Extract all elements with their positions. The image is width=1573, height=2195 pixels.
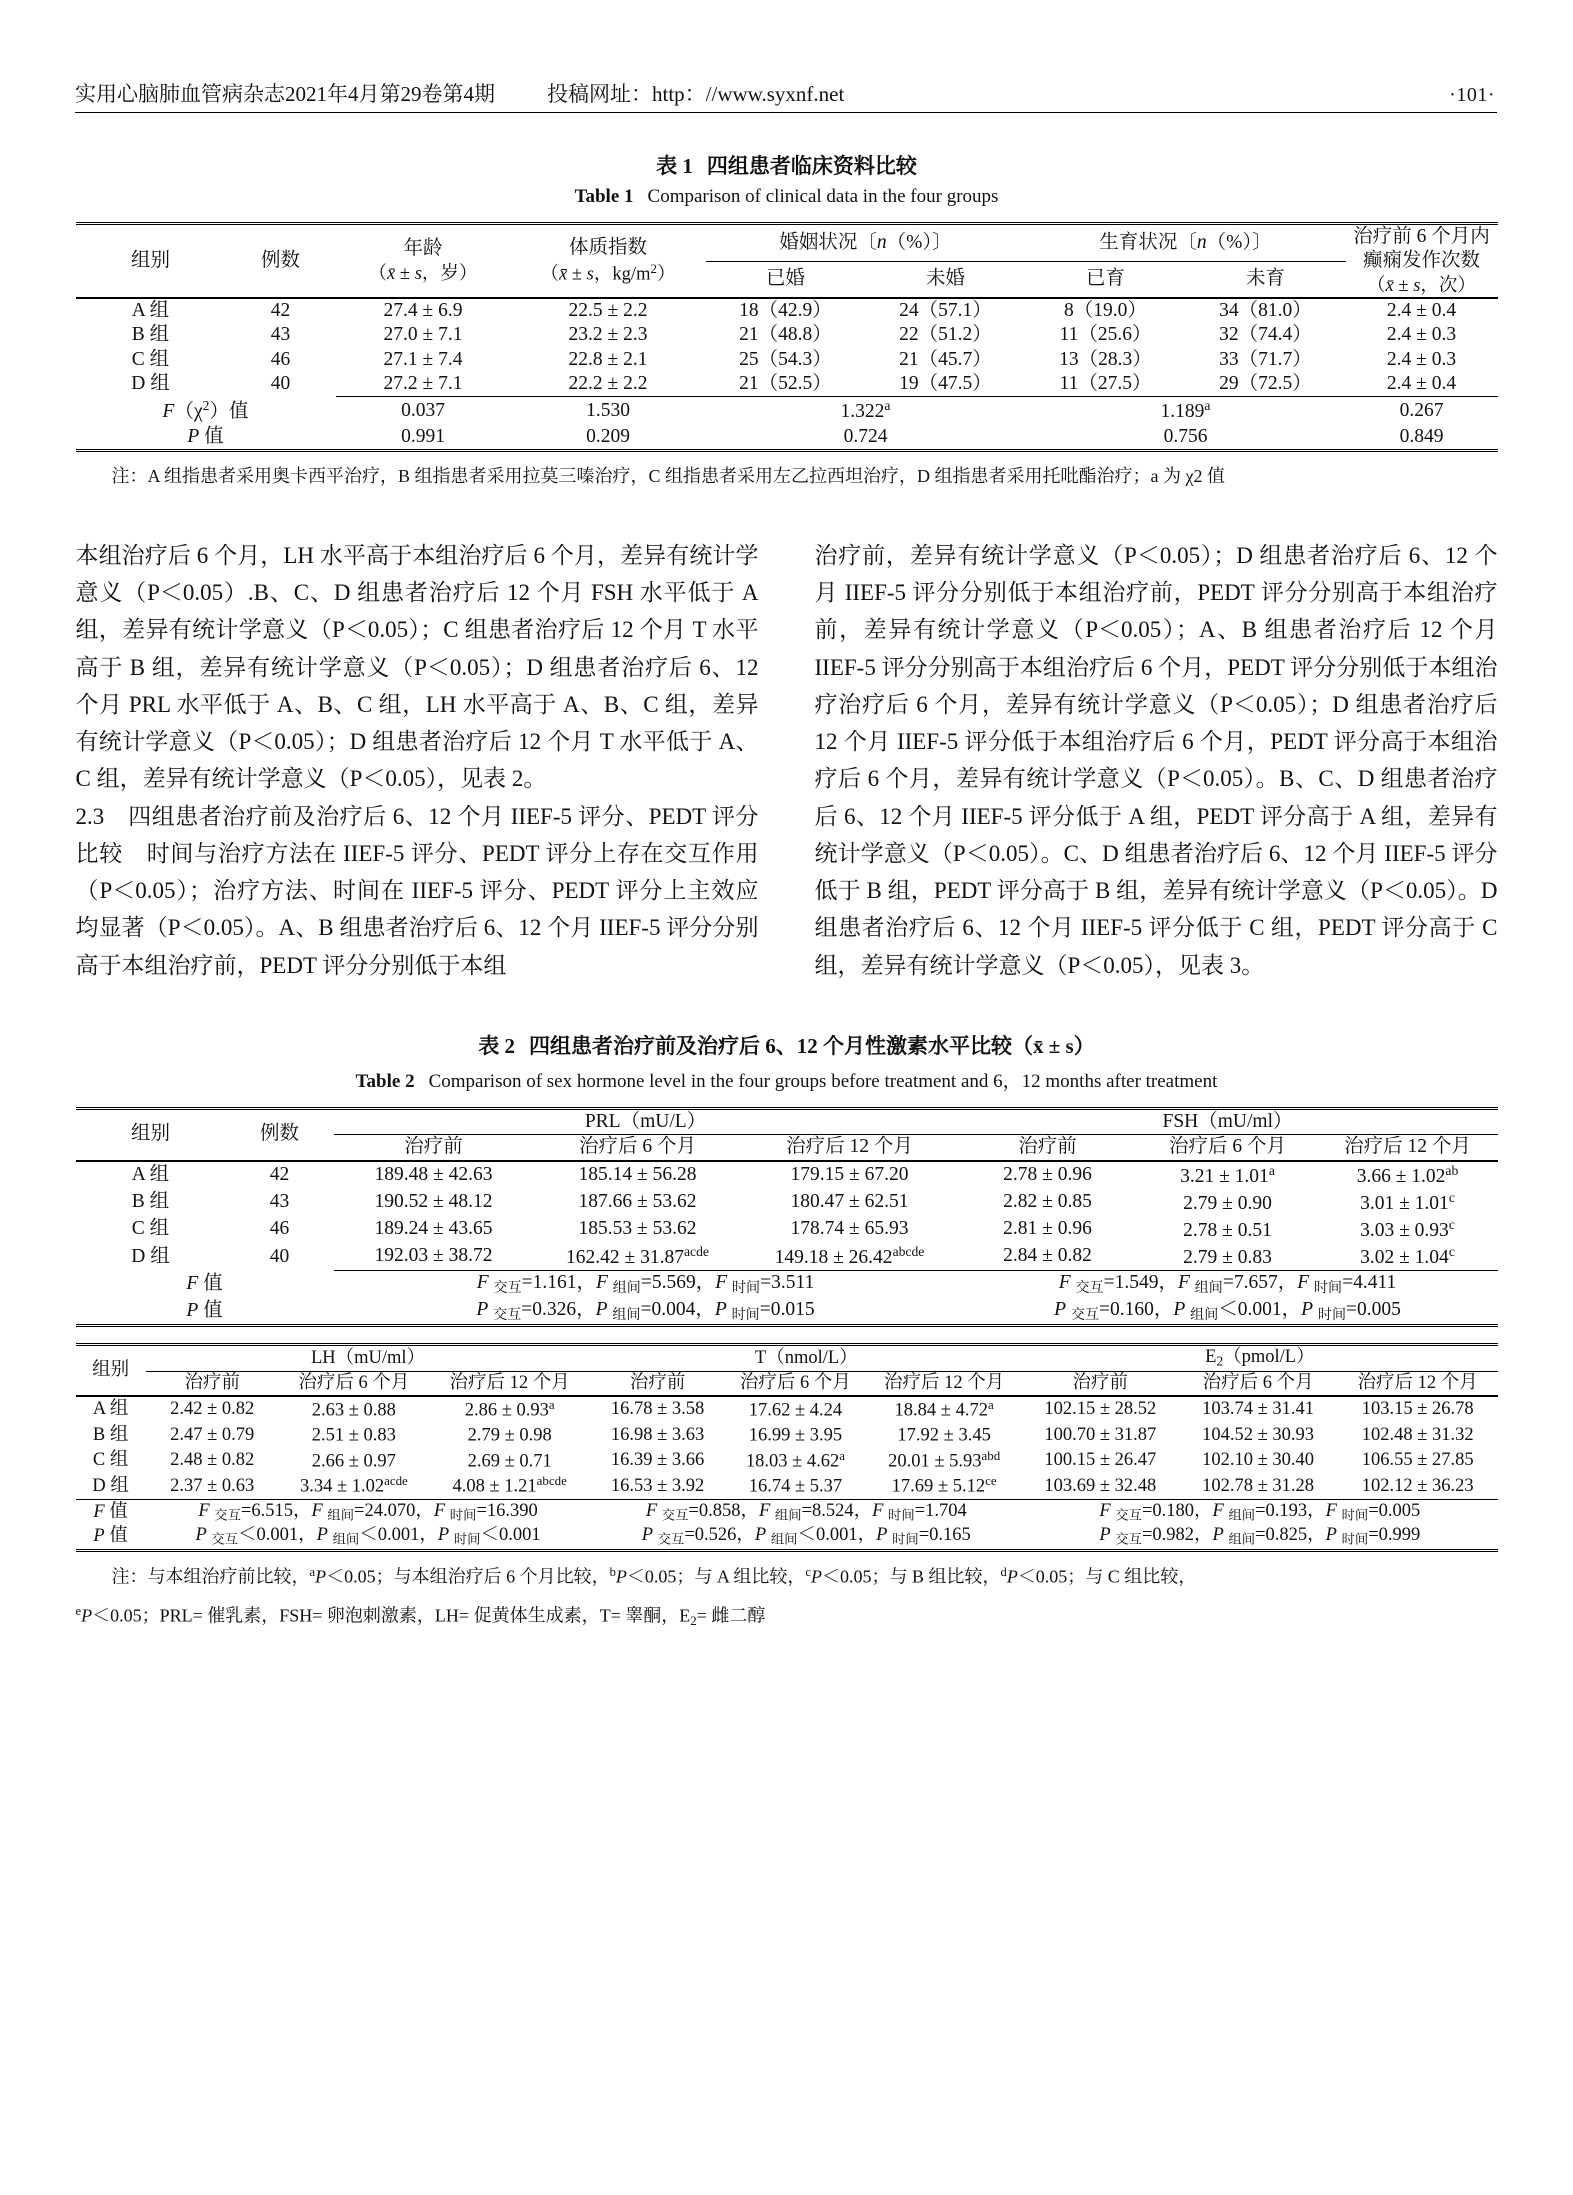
table2-upper-f-fsh: F $_{交互}$=1.549，F $_{组间}$=7.657，F $_{时间}$=4.411 <box>958 1271 1498 1298</box>
table1-th-group: 组别 <box>130 249 170 271</box>
value: 2.79 ± 0.98 <box>467 1425 552 1446</box>
table2-lower-f-label: F 值 <box>76 1500 146 1525</box>
table1-th-seizures-unit: （x̄ ± s，次） <box>1367 274 1476 296</box>
table2-lower <box>76 1343 1498 1552</box>
table2-cell-lh-6m <box>279 1448 429 1474</box>
body-column-left <box>76 537 759 984</box>
table2-cell-lh-12m <box>429 1448 590 1474</box>
table2-th-fsh: FSH（mU/ml） <box>958 1108 1498 1134</box>
table1-cell-bmi: 22.2 ± 2.2 <box>568 373 648 395</box>
table2-cell-prl-pre: 189.48 ± 42.63 <box>374 1163 493 1185</box>
table1-cell-nochild: 34（81.0） <box>1219 299 1312 321</box>
table1-f-bmi: 1.530 <box>511 397 706 425</box>
table1-th-unmarried: 未婚 <box>925 268 965 290</box>
table2-cell-fsh-12m <box>1318 1243 1498 1271</box>
table2-th-lh-pre: 治疗前 <box>184 1372 240 1393</box>
submission-label: 投稿网址： <box>547 82 652 106</box>
table2-lower-th-group: 组别 <box>92 1359 130 1380</box>
table2-title-en: Comparison of sex hormone level in the four groups before treatment and 6，12 months after treatment <box>428 1070 1218 1092</box>
table2-th-n: 例数 <box>259 1123 299 1145</box>
table1-th-married: 已婚 <box>765 268 805 290</box>
table2-cell-n: 42 <box>269 1163 290 1185</box>
value: 3.02 ± 1.04 <box>1360 1246 1449 1268</box>
table2-cell-lh-12m <box>429 1422 590 1448</box>
table1-cell-n: 40 <box>270 373 291 395</box>
table2-th-e2: $E_2(pmol/L)$ <box>1022 1345 1497 1371</box>
table2-cell-e2-pre: 103.69 ± 32.48 <box>1044 1475 1157 1496</box>
table1-label-cn: 表 1 <box>656 154 693 178</box>
table1-p-marriage: 0.724 <box>843 425 888 447</box>
table1-cell-group: D 组 <box>131 373 170 395</box>
table2-caption-en <box>0 1066 1573 1093</box>
table2-th-e2-6m: 治疗后 6 个月 <box>1202 1372 1314 1393</box>
body-column-right <box>815 537 1498 984</box>
table-row <box>76 1161 1498 1189</box>
table2-cell-prl-12m <box>742 1243 958 1271</box>
value: 2.66 ± 0.97 <box>311 1451 396 1472</box>
table1-cell-age: 27.4 ± 6.9 <box>383 299 463 321</box>
table1-p-bmi: 0.209 <box>586 425 630 447</box>
table2-th-t-12m: 治疗后 12 个月 <box>884 1372 1005 1393</box>
table1-cell-nochild: 32（74.4） <box>1219 324 1312 346</box>
table-row <box>76 1216 1498 1243</box>
table2-cell-lh-pre: 2.48 ± 0.82 <box>170 1450 255 1471</box>
superscript: a <box>548 1396 555 1412</box>
superscript: a <box>839 1447 846 1463</box>
table2-lower-header-row-1 <box>76 1345 1498 1371</box>
value: 2.69 ± 0.71 <box>467 1451 552 1472</box>
table2-lower-f-e2: F $_{交互}$=0.180，F $_{组间}$=0.193，F $_{时间}$=0.005 <box>1022 1500 1497 1525</box>
superscript: acde <box>384 1473 408 1489</box>
table2-cell-e2-6m: 104.52 ± 30.93 <box>1202 1424 1315 1445</box>
table2-cell-prl-6m: 185.53 ± 53.62 <box>578 1218 697 1240</box>
value: 18.03 ± 4.62 <box>745 1451 840 1472</box>
table1-cell-married: 21（52.5） <box>739 373 832 395</box>
value: 2.79 ± 0.83 <box>1183 1246 1272 1268</box>
table1-cell-unmarried: 22（51.2） <box>899 324 992 346</box>
table2-cell-group: D 组 <box>92 1475 129 1496</box>
table1-cell-n: 43 <box>270 324 291 346</box>
table2-caption <box>0 1030 1573 1093</box>
value: 149.18 ± 26.42 <box>774 1246 893 1268</box>
value: 18.84 ± 4.72 <box>894 1400 988 1421</box>
table1-cell-group: B 组 <box>131 324 170 346</box>
table2-cell-fsh-6m <box>1138 1189 1318 1216</box>
table1-th-bmi-name: 体质指数 <box>568 237 647 259</box>
table1-caption-en <box>0 186 1573 208</box>
superscript: abcde <box>892 1244 925 1260</box>
table1-note: 注：A 组指患者采用奥卡西平治疗，B 组指患者采用拉莫三嗪治疗，C 组指患者采用左乙拉西坦治疗，D 组指患者采用托吡酯治疗；a 为 χ2 值 <box>111 465 1225 486</box>
table2-th-lh: LH（mU/ml） <box>146 1345 591 1371</box>
table1-th-seizures-l1: 治疗前 6 个月内 <box>1353 226 1490 247</box>
table1 <box>76 222 1498 452</box>
table2-label-en: Table 2 <box>355 1070 415 1092</box>
table2-cell-lh-pre: 2.37 ± 0.63 <box>170 1475 255 1496</box>
table2-lower-f-lh: F $_{交互}$=6.515，F $_{组间}$=24.070，F $_{时间}$=16.390 <box>146 1500 591 1525</box>
table2-cell-prl-6m <box>534 1243 742 1271</box>
table2-cell-t-12m <box>866 1448 1022 1474</box>
table2-th-e2-pre: 治疗前 <box>1072 1372 1129 1393</box>
table1-f-fertility-val: 1.189 <box>1160 401 1205 423</box>
table2-cell-fsh-6m <box>1138 1243 1318 1271</box>
table2-cell-fsh-12m <box>1318 1189 1498 1216</box>
table2-cell-t-6m <box>725 1448 866 1474</box>
table1-label-en: Table 1 <box>574 186 634 207</box>
table2-cell-e2-12m: 102.48 ± 31.32 <box>1361 1424 1474 1445</box>
table1-p-label: P 值 <box>187 425 224 447</box>
table2-cell-n: 43 <box>269 1191 290 1213</box>
superscript: c <box>1448 1216 1455 1232</box>
table2-cell-t-12m <box>866 1473 1022 1499</box>
table2-cell-t-6m <box>725 1473 866 1499</box>
table2-upper-f-label: F 值 <box>186 1273 223 1295</box>
table-row <box>76 323 1498 347</box>
value: 3.03 ± 0.93 <box>1360 1219 1449 1241</box>
table2-th-prl-12m: 治疗后 12 个月 <box>786 1136 913 1158</box>
table1-cell-bmi: 22.8 ± 2.1 <box>568 348 648 370</box>
table1-th-seizures <box>1346 224 1498 298</box>
table2-lower-f-row <box>76 1500 1498 1525</box>
table1-cell-n: 46 <box>270 348 291 370</box>
table2-cell-e2-6m: 102.78 ± 31.28 <box>1202 1475 1315 1496</box>
table2-cell-group: B 组 <box>131 1191 170 1213</box>
table1-p-fertility: 0.756 <box>1163 425 1208 447</box>
table2-upper-p-row <box>76 1298 1498 1326</box>
table1-f-row <box>76 397 1498 425</box>
table2-th-e2-12m: 治疗后 12 个月 <box>1357 1372 1478 1393</box>
table1-cell-age: 27.2 ± 7.1 <box>383 373 463 395</box>
table2-th-t-pre: 治疗前 <box>629 1372 686 1393</box>
table2-cell-e2-pre: 100.70 ± 31.87 <box>1044 1424 1157 1445</box>
table-row <box>76 1189 1498 1216</box>
table1-cell-nochild: 33（71.7） <box>1219 348 1312 370</box>
table-row <box>76 1396 1498 1423</box>
table2-cell-fsh-pre: 2.82 ± 0.85 <box>1003 1191 1092 1213</box>
value: 4.08 ± 1.21 <box>452 1476 537 1497</box>
superscript: abd <box>981 1447 1001 1463</box>
table1-th-marriage: 婚姻状况〔n（%）〕 <box>706 224 1026 262</box>
body-text <box>76 537 1498 984</box>
table1-title-en: Comparison of clinical data in the four groups <box>647 186 999 207</box>
table1-f-fertility-sup: a <box>1204 398 1211 414</box>
table2-cell-t-6m <box>725 1396 866 1423</box>
table1-cell-married: 25（54.3） <box>739 348 832 370</box>
table2-cell-t-12m <box>866 1422 1022 1448</box>
journal-citation: 实用心脑肺血管病杂志2021年4月第29卷第4期 <box>75 82 495 106</box>
table1-cell-nochild: 29（72.5） <box>1219 373 1312 395</box>
table2-cell-fsh-pre: 2.84 ± 0.82 <box>1003 1245 1092 1267</box>
value: 3.34 ± 1.02 <box>299 1476 385 1497</box>
table2-upper-f-row <box>76 1271 1498 1298</box>
value: 2.51 ± 0.83 <box>311 1425 396 1446</box>
table2-cell-t-pre: 16.53 ± 3.92 <box>610 1475 705 1496</box>
table2-th-t-6m: 治疗后 6 个月 <box>739 1372 851 1393</box>
table1-cell-unmarried: 19（47.5） <box>899 373 992 395</box>
table2-cell-n: 40 <box>269 1245 290 1267</box>
table2-cell-fsh-pre: 2.78 ± 0.96 <box>1003 1163 1092 1185</box>
table2-cell-lh-6m <box>279 1473 429 1499</box>
value: 17.69 ± 5.12 <box>891 1476 986 1497</box>
table1-f-fertility <box>1026 397 1346 425</box>
table1-caption <box>0 150 1573 208</box>
value: 2.86 ± 0.93 <box>464 1400 549 1421</box>
table2-lower-f-t: F $_{交互}$=0.858，F $_{组间}$=8.524，F $_{时间}$=1.704 <box>590 1500 1022 1525</box>
table2-caption-cn <box>0 1030 1573 1060</box>
table1-cell-haschild: 13（28.3） <box>1059 348 1152 370</box>
table2-cell-group: A 组 <box>92 1398 129 1419</box>
table2-lower-p-lh: P $_{交互}$＜0.001，P $_{组间}$＜0.001，P $_{时间}$＜0.001 <box>195 1525 541 1548</box>
header-rule <box>75 112 1497 113</box>
table1-cell-age: 27.1 ± 7.4 <box>383 348 463 370</box>
table2-cell-group: C 组 <box>92 1450 129 1471</box>
table1-th-nochild: 未育 <box>1245 268 1285 290</box>
table1-th-age <box>336 224 511 298</box>
table2-upper-p-label: P 值 <box>186 1299 223 1321</box>
table1-th-bmi-unit: （x̄ ± s，$kg/m^2$） <box>540 260 676 285</box>
table2-th-lh-12m: 治疗后 12 个月 <box>449 1372 570 1393</box>
table-row <box>76 1243 1498 1271</box>
table2-cell-e2-6m: 102.10 ± 30.40 <box>1202 1450 1315 1471</box>
table1-p-seizures: 0.849 <box>1399 425 1444 447</box>
table2-cell-group: B 组 <box>92 1424 129 1445</box>
table2-cell-prl-pre: 190.52 ± 48.12 <box>374 1191 493 1213</box>
table2-cell-t-6m <box>725 1422 866 1448</box>
table2-cell-t-pre: 16.78 ± 3.58 <box>610 1398 705 1419</box>
table2-cell-t-pre: 16.39 ± 3.66 <box>610 1450 705 1471</box>
table2-cell-e2-12m: 103.15 ± 26.78 <box>1361 1398 1474 1419</box>
superscript: abcde <box>536 1473 567 1489</box>
page-number: ·101· <box>1449 84 1495 107</box>
table1-f-marriage-sup: a <box>884 398 891 414</box>
table1-th-seizures-l2: 癫痫发作次数 <box>1362 250 1480 272</box>
paragraph: 2.3 四组患者治疗前及治疗后 6、12 个月 IIEF-5 评分、PEDT 评分比较 时间与治疗方法在 IIEF-5 评分、PEDT 评分上存在交互作用（P＜0.05）；治疗方法、时间在 IIEF-5 评分、PEDT 评分上主效应均显著（P＜0.05）。A、B 组患者治疗后 6、12 个月 IIEF-5 评分分别高于本组治疗前，PEDT 评分分别低于本组 <box>75 803 759 978</box>
table1-cell-seizures: 2.4 ± 0.4 <box>1386 373 1457 395</box>
table1-title-cn: 四组患者临床资料比较 <box>706 154 917 178</box>
running-head <box>75 82 1495 107</box>
table2-th-fsh-pre: 治疗前 <box>1018 1136 1077 1158</box>
table2-cell-prl-6m: 185.14 ± 56.28 <box>578 1163 697 1185</box>
table2-cell-e2-6m: 103.74 ± 31.41 <box>1202 1398 1315 1419</box>
table2-label-cn: 表 2 <box>478 1033 516 1058</box>
value: 2.79 ± 0.90 <box>1183 1192 1272 1214</box>
table2-cell-e2-12m: 102.12 ± 36.23 <box>1361 1475 1474 1496</box>
table2-th-fsh-12m: 治疗后 12 个月 <box>1344 1136 1471 1158</box>
submission-url: http：//www.syxnf.net <box>652 82 845 106</box>
paragraph: 本组治疗后 6 个月，LH 水平高于本组治疗后 6 个月，差异有统计学意义（P＜0.05）.B、C、D 组患者治疗后 12 个月 FSH 水平低于 A 组，差异有统计学意义（P＜0.05）；C 组患者治疗后 12 个月 T 水平高于 B 组，差异有统计学意义（P＜0.05）；D 组患者治疗后 6、12 个月 PRL 水平低于 A、B、C 组，LH 水平高于 A、B、C 组，差异有统计学意义（P＜0.05）；D 组患者治疗后 12 个月 T 水平低于 A、C 组，差异有统计学意义（P＜0.05），见表 2。 <box>75 542 759 792</box>
value: 17.92 ± 3.45 <box>897 1425 991 1446</box>
value: 3.21 ± 1.01 <box>1180 1165 1269 1187</box>
table2-th-prl: PRL（mU/L） <box>334 1108 958 1134</box>
value: 17.62 ± 4.24 <box>748 1400 843 1421</box>
table2-cell-group: A 组 <box>131 1163 170 1185</box>
value: 3.66 ± 1.02 <box>1356 1165 1446 1187</box>
table1-cell-group: A 组 <box>131 299 170 321</box>
table2-cell-fsh-12m <box>1318 1216 1498 1243</box>
table2-upper-p-fsh: P $_{交互}$=0.160，P $_{组间}$＜0.001，P $_{时间}$=0.005 <box>1054 1298 1401 1323</box>
table2-lower-p-row <box>76 1524 1498 1550</box>
table1-cell-unmarried: 21（45.7） <box>899 348 992 370</box>
table2-cell-prl-6m: 187.66 ± 53.62 <box>578 1191 697 1213</box>
table1-cell-haschild: 8（19.0） <box>1064 299 1147 321</box>
table2-lower-p-label: P 值 <box>93 1526 128 1547</box>
table2-cell-t-12m <box>866 1396 1022 1423</box>
table2-cell-fsh-12m <box>1318 1161 1498 1189</box>
table-row <box>76 298 1498 323</box>
table2-cell-lh-12m <box>429 1473 590 1499</box>
table2-cell-group: C 组 <box>131 1218 170 1240</box>
table1-th-haschild: 已育 <box>1085 268 1125 290</box>
paragraph: 治疗前，差异有统计学意义（P＜0.05）；D 组患者治疗后 6、12 个月 IIEF-5 评分分别低于本组治疗前，PEDT 评分分别高于本组治疗前，差异有统计学意义（P＜0.05）；A、B 组患者治疗后 12 个月 IIEF-5 评分分别高于本组治疗后 6 个月，PEDT 评分分别低于本组治疗治疗后 6 个月，差异有统计学意义（P＜0.05）；D 组患者治疗后 12 个月 IIEF-5 评分低于本组治疗后 6 个月，PEDT 评分高于本组治疗后 6 个月，差异有统计学意义（P＜0.05）。B、C、D 组患者治疗后 6、12 个月 IIEF-5 评分低于 A 组，PEDT 评分高于 A 组，差异有统计学意义（P＜0.05）。C、D 组患者治疗后 6、12 个月 IIEF-5 评分低于 B 组，PEDT 评分高于 B 组，差异有统计学意义（P＜0.05）。D 组患者治疗后 6、12 个月 IIEF-5 评分低于 C 组，PEDT 评分高于 C 组，差异有统计学意义（P＜0.05），见表 3。 <box>814 542 1498 978</box>
value: 162.42 ± 31.87 <box>566 1246 684 1268</box>
table2-lower-header-row-2 <box>76 1371 1498 1396</box>
superscript: acde <box>683 1244 709 1260</box>
table1-cell-haschild: 11（27.5） <box>1059 373 1152 395</box>
table1-cell-haschild: 11（25.6） <box>1059 324 1152 346</box>
table2-note-line2: $^e$P＜0.05；PRL= 催乳素，FSH= 卵泡刺激素，LH= 促黄体生成素，T= 睾酮，$E_2=$ 雌二醇 <box>75 1603 766 1628</box>
table-row <box>76 348 1498 372</box>
table2-cell-fsh-6m <box>1138 1161 1318 1189</box>
table2-cell-prl-12m: 178.74 ± 65.93 <box>790 1218 909 1240</box>
table2-cell-e2-pre: 100.15 ± 26.47 <box>1044 1450 1157 1471</box>
table1-cell-seizures: 2.4 ± 0.3 <box>1386 324 1457 346</box>
table2-cell-e2-pre: 102.15 ± 28.52 <box>1044 1398 1157 1419</box>
table1-p-row <box>76 425 1498 451</box>
table2-cell-fsh-6m <box>1138 1216 1318 1243</box>
superscript: ce <box>985 1473 997 1489</box>
table-row <box>76 1422 1498 1448</box>
table1-cell-married: 18（42.9） <box>739 299 832 321</box>
table2-cell-prl-12m: 180.47 ± 62.51 <box>790 1191 909 1213</box>
table2-th-lh-6m: 治疗后 6 个月 <box>298 1372 410 1393</box>
table2-th-prl-6m: 治疗后 6 个月 <box>578 1136 696 1158</box>
table2-cell-lh-12m <box>429 1396 590 1423</box>
value: 2.78 ± 0.51 <box>1183 1219 1272 1241</box>
table1-header-row-1 <box>76 224 1498 262</box>
superscript: ab <box>1445 1162 1459 1178</box>
table2-th-group: 组别 <box>130 1123 170 1145</box>
table2-cell-prl-pre: 189.24 ± 43.65 <box>374 1218 493 1240</box>
value: 16.74 ± 5.37 <box>748 1476 843 1497</box>
table1-f-age: 0.037 <box>336 397 511 425</box>
table2-cell-fsh-pre: 2.81 ± 0.96 <box>1003 1218 1092 1240</box>
table1-th-age-unit: （x̄ ± s，岁） <box>368 262 478 284</box>
superscript: c <box>1448 1244 1455 1260</box>
table2-upper-f-prl: F $_{交互}$=1.161，F $_{组间}$=5.569，F $_{时间}$=3.511 <box>334 1271 958 1298</box>
table1-cell-age: 27.0 ± 7.1 <box>383 324 463 346</box>
superscript: a <box>987 1396 994 1412</box>
table2-th-prl-pre: 治疗前 <box>404 1136 463 1158</box>
table2-upper-p-prl: P $_{交互}$=0.326，P $_{组间}$=0.004，P $_{时间}$=0.015 <box>476 1298 815 1323</box>
superscript: c <box>1448 1189 1455 1205</box>
table2-th-fsh-6m: 治疗后 6 个月 <box>1168 1136 1286 1158</box>
table2-cell-lh-pre: 2.42 ± 0.82 <box>170 1398 255 1419</box>
table2-upper <box>76 1107 1498 1327</box>
table1-p-age: 0.991 <box>401 425 445 447</box>
table1-f-label: $F(\chi^2)$值 <box>162 398 249 422</box>
superscript: a <box>1268 1162 1275 1178</box>
table1-cell-group: C 组 <box>131 348 170 370</box>
table1-th-n: 例数 <box>260 249 300 271</box>
table2-lower-p-e2: P $_{交互}$=0.982，P $_{组间}$=0.825，P $_{时间}$=0.999 <box>1099 1525 1421 1548</box>
table1-cell-n: 42 <box>270 299 291 321</box>
table2-cell-lh-pre: 2.47 ± 0.79 <box>170 1424 255 1445</box>
submission-site <box>547 82 844 107</box>
table-row <box>76 1448 1498 1474</box>
table2-cell-e2-12m: 106.55 ± 27.85 <box>1361 1450 1474 1471</box>
table1-th-bmi <box>511 224 706 298</box>
table1-caption-cn <box>0 150 1573 180</box>
table2-cell-n: 46 <box>269 1218 290 1240</box>
table2-th-t: T（nmol/L） <box>590 1345 1022 1371</box>
table1-cell-seizures: 2.4 ± 0.4 <box>1386 299 1457 321</box>
table1-cell-bmi: 22.5 ± 2.2 <box>568 299 648 321</box>
table1-cell-seizures: 2.4 ± 0.3 <box>1386 348 1457 370</box>
table2-note-line1: 注：与本组治疗前比较，$^a$P＜0.05；与本组治疗后 6 个月比较，$^b$P＜0.05；与 A 组比较，$^c$P＜0.05；与 B 组比较，$^d$P＜0.05；与 C 组比较， <box>111 1564 1197 1587</box>
table2-cell-group: D 组 <box>131 1245 170 1267</box>
table2-title-cn: 四组患者治疗前及治疗后 6、12 个月性激素水平比较（x̄ ± s） <box>529 1033 1095 1058</box>
table1-cell-unmarried: 24（57.1） <box>899 299 992 321</box>
table2-cell-lh-6m <box>279 1396 429 1423</box>
table2-cell-lh-6m <box>279 1422 429 1448</box>
value: 20.01 ± 5.93 <box>888 1451 982 1472</box>
table2-lower-p-t: P $_{交互}$=0.526，P $_{组间}$＜0.001，P $_{时间}$=0.165 <box>641 1525 971 1548</box>
table1-th-fertility: 生育状况〔n（%）〕 <box>1026 224 1346 262</box>
table1-cell-married: 21（48.8） <box>739 324 832 346</box>
table-row <box>76 372 1498 397</box>
value: 3.01 ± 1.01 <box>1360 1192 1449 1214</box>
table1-cell-bmi: 23.2 ± 2.3 <box>568 324 648 346</box>
table2-cell-t-pre: 16.98 ± 3.63 <box>610 1424 705 1445</box>
table1-f-marriage-val: 1.322 <box>840 401 885 423</box>
table2-cell-prl-pre: 192.03 ± 38.72 <box>374 1245 493 1267</box>
table1-f-seizures: 0.267 <box>1346 397 1498 425</box>
table-row <box>76 1473 1498 1499</box>
value: 16.99 ± 3.95 <box>748 1425 843 1446</box>
table2-cell-prl-12m: 179.15 ± 67.20 <box>790 1163 909 1185</box>
value: 2.63 ± 0.88 <box>311 1400 396 1421</box>
table1-f-marriage <box>706 397 1026 425</box>
table1-th-age-name: 年龄 <box>403 238 443 260</box>
table2-upper-header-row-1 <box>76 1108 1498 1134</box>
